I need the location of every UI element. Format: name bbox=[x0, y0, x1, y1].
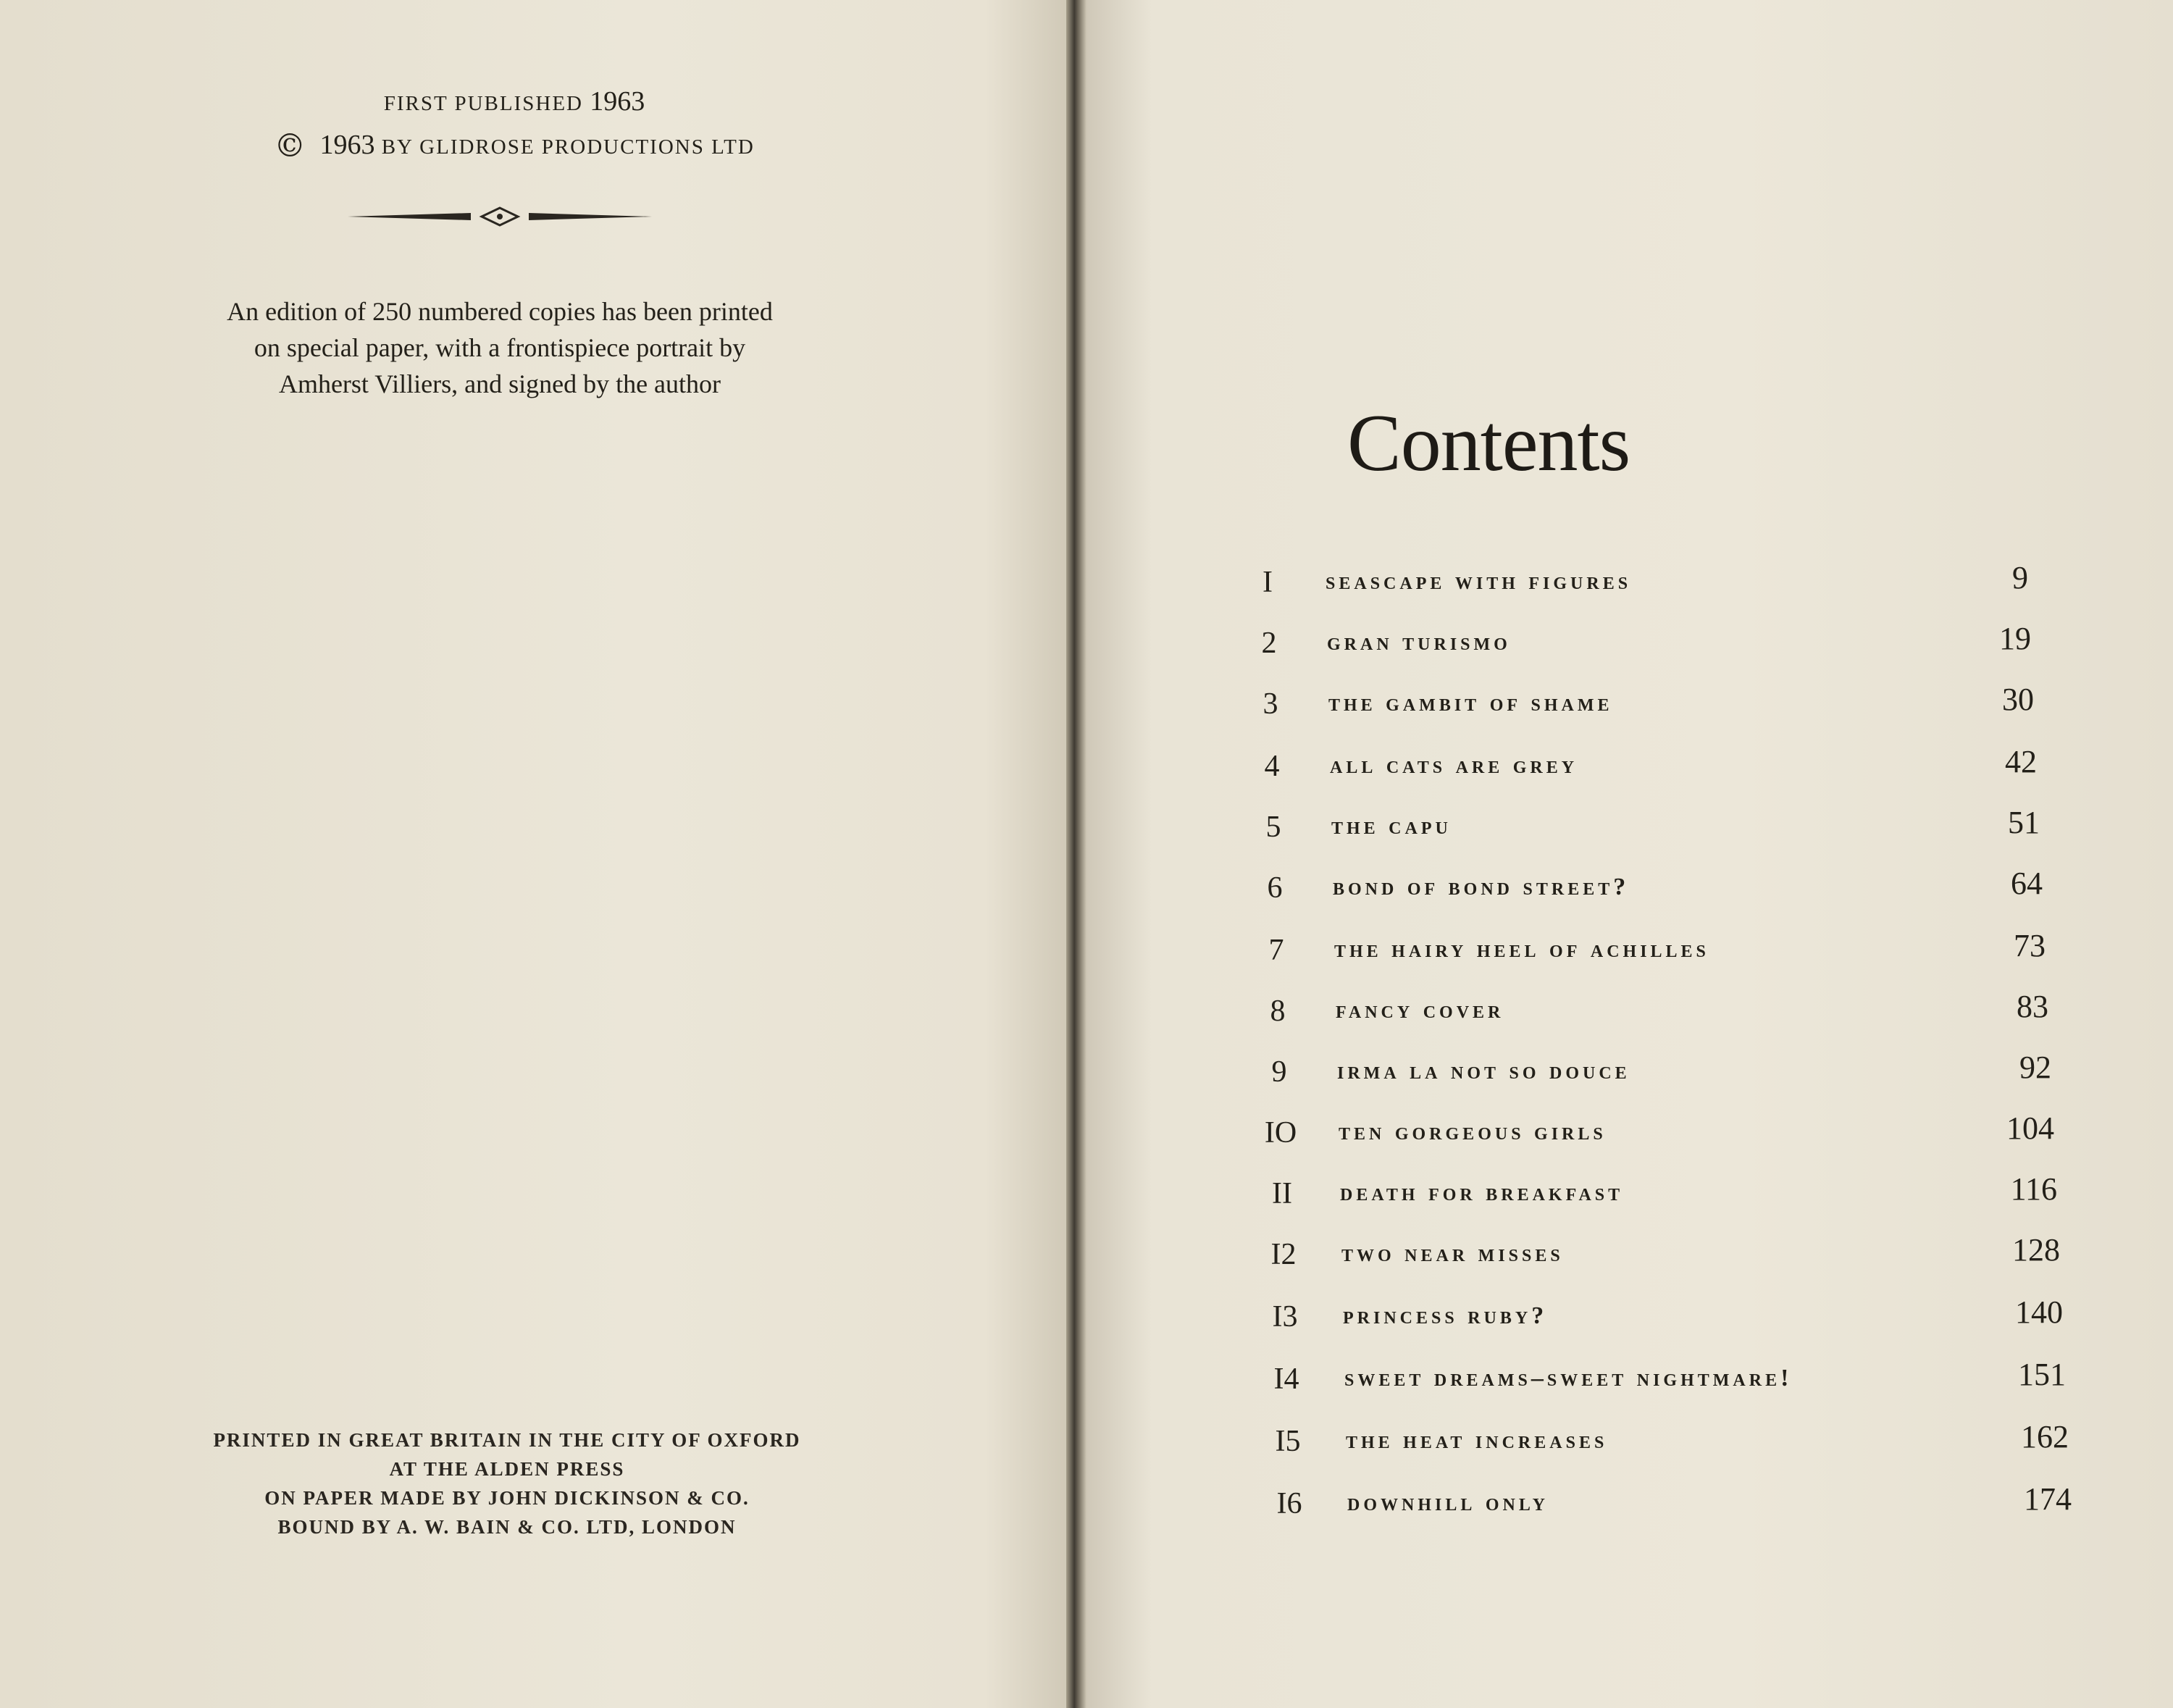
chapter-title: downhill only bbox=[1347, 1489, 1549, 1516]
printer-line: BOUND BY A. W. BAIN & CO. LTD, LONDON bbox=[277, 1516, 737, 1538]
first-published-label: FIRST PUBLISHED bbox=[383, 92, 583, 115]
chapter-page: 174 bbox=[2024, 1481, 2072, 1517]
copyright-symbol: © bbox=[274, 127, 308, 164]
book-gutter bbox=[1066, 0, 1086, 1708]
chapter-title: the heat increases bbox=[1346, 1427, 1608, 1454]
chapter-page: 128 bbox=[2012, 1232, 2060, 1268]
contents-heading: Contents bbox=[1347, 398, 1630, 488]
chapter-page: 162 bbox=[2021, 1419, 2069, 1454]
chapter-page: 104 bbox=[2006, 1110, 2054, 1146]
chapter-title: ten gorgeous girls bbox=[1339, 1118, 1607, 1145]
chapter-page: 51 bbox=[2008, 805, 2040, 840]
chapter-title: sweet dreams–sweet nightmare! bbox=[1344, 1365, 1793, 1391]
copyright-line bbox=[188, 127, 840, 164]
limited-edition-note bbox=[159, 293, 840, 402]
printer-imprint bbox=[167, 1426, 847, 1541]
chapter-number: I4 bbox=[1273, 1362, 1299, 1396]
chapter-number: 3 bbox=[1263, 687, 1278, 721]
copyright-page bbox=[0, 0, 1071, 1708]
chapter-title: gran turismo bbox=[1327, 629, 1511, 656]
toc-row bbox=[1256, 1294, 2063, 1343]
toc-row bbox=[1253, 1171, 2057, 1220]
toc-row bbox=[1250, 1050, 2051, 1098]
publication-info bbox=[188, 85, 840, 175]
toc-row bbox=[1244, 805, 2040, 853]
chapter-number: 6 bbox=[1267, 871, 1283, 905]
first-published-line bbox=[188, 85, 840, 117]
toc-row bbox=[1259, 1419, 2069, 1468]
edition-line: An edition of 250 numbered copies has been printed bbox=[227, 297, 773, 326]
chapter-number: I6 bbox=[1276, 1487, 1302, 1520]
chapter-number: 4 bbox=[1264, 750, 1280, 783]
toc-row bbox=[1240, 621, 2031, 669]
chapter-page: 42 bbox=[2005, 744, 2037, 779]
chapter-page: 19 bbox=[1999, 621, 2031, 656]
edition-line: on special paper, with a frontispiece portrait by bbox=[254, 333, 746, 362]
toc-row bbox=[1252, 1110, 2054, 1159]
toc-row bbox=[1242, 682, 2034, 730]
toc-row bbox=[1246, 866, 2043, 914]
chapter-number: I2 bbox=[1270, 1238, 1297, 1271]
chapter-title: two near misses bbox=[1341, 1240, 1564, 1267]
chapter-title: the hairy heel of achilles bbox=[1334, 936, 1709, 963]
printer-line: AT THE ALDEN PRESS bbox=[389, 1458, 625, 1480]
printer-line: ON PAPER MADE BY JOHN DICKINSON & CO. bbox=[264, 1487, 750, 1509]
chapter-number: 8 bbox=[1270, 995, 1286, 1028]
chapter-page: 92 bbox=[2019, 1050, 2051, 1085]
chapter-number: I5 bbox=[1275, 1425, 1301, 1458]
chapter-number: 9 bbox=[1271, 1055, 1287, 1089]
chapter-page: 30 bbox=[2002, 682, 2034, 717]
chapter-number: I3 bbox=[1272, 1300, 1298, 1334]
chapter-number: 7 bbox=[1268, 934, 1284, 967]
toc-row bbox=[1255, 1232, 2060, 1281]
toc-row bbox=[1239, 560, 2028, 608]
chapter-title: princess ruby? bbox=[1343, 1302, 1548, 1329]
chapter-number: IO bbox=[1264, 1116, 1297, 1150]
edition-line: Amherst Villiers, and signed by the author bbox=[278, 369, 721, 398]
chapter-page: 73 bbox=[2014, 928, 2046, 963]
chapter-page: 64 bbox=[2011, 866, 2043, 901]
chapter-number: 2 bbox=[1261, 627, 1277, 660]
copyright-holder: BY GLIDROSE PRODUCTIONS LTD bbox=[381, 135, 755, 159]
printer-line: PRINTED IN GREAT BRITAIN IN THE CITY OF OXFORD bbox=[213, 1429, 801, 1451]
chapter-title: the gambit of shame bbox=[1328, 690, 1613, 716]
first-published-year: 1963 bbox=[590, 86, 645, 117]
toc-row bbox=[1249, 989, 2048, 1037]
chapter-page: 9 bbox=[2012, 560, 2028, 595]
chapter-title: irma la not so douce bbox=[1337, 1058, 1630, 1084]
chapter-title: death for breakfast bbox=[1340, 1179, 1624, 1206]
chapter-title: the capu bbox=[1331, 813, 1452, 840]
chapter-title: bond of bond street? bbox=[1333, 874, 1630, 900]
chapter-page: 116 bbox=[2010, 1171, 2057, 1207]
chapter-title: all cats are grey bbox=[1330, 752, 1578, 779]
toc-row bbox=[1243, 744, 2037, 792]
toc-row bbox=[1257, 1357, 2066, 1405]
toc-row bbox=[1247, 928, 2046, 976]
chapter-number: 5 bbox=[1265, 811, 1281, 844]
ornament-divider-icon bbox=[348, 204, 652, 229]
chapter-number: II bbox=[1272, 1177, 1292, 1210]
chapter-title: fancy cover bbox=[1336, 997, 1504, 1023]
copyright-year: 1963 bbox=[319, 130, 375, 160]
chapter-number: I bbox=[1263, 566, 1273, 599]
chapter-page: 83 bbox=[2017, 989, 2048, 1024]
toc-row bbox=[1260, 1481, 2072, 1530]
chapter-page: 151 bbox=[2018, 1357, 2066, 1392]
chapter-page: 140 bbox=[2015, 1294, 2063, 1330]
chapter-title: seascape with figures bbox=[1326, 568, 1632, 595]
